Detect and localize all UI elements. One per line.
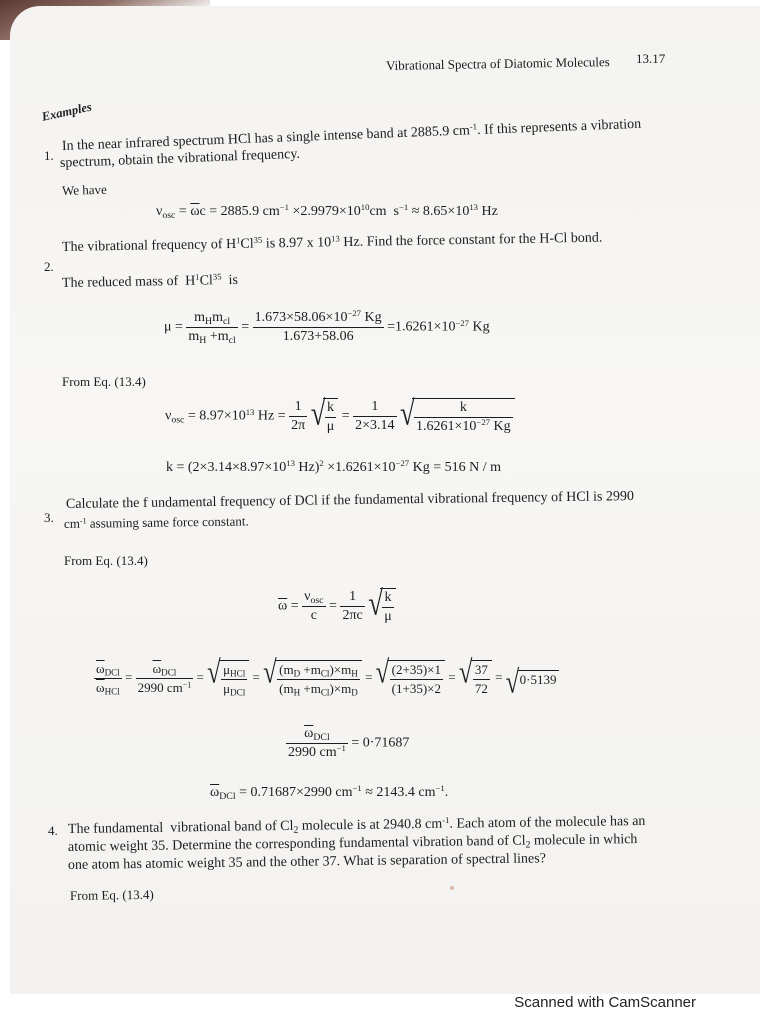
mu-fraction-numeric: $\frac{1.673\times 58.06\times 10^{-27} Kg}{1.673+58.06}$ <box>254 308 382 344</box>
q3-number: 3. <box>44 510 54 525</box>
q3-from-eq: From Eq. (13.4) <box>64 553 148 568</box>
q3-result: $\overline{\omega}_{DCl} = 0.71687\times 2990$ $cm^{-1} \approx 2143.4$ $cm^{-1}$. <box>210 783 449 802</box>
q2-mu-equation: μ = $\frac{m_Hm_{cl}}{m_H +m_{cl}}$ = $\frac{1.673\times 58.06\times 10^{-27} Kg}{1.673+58.06}$ $=1.6261\times 10^{-27}$ Kg <box>164 308 490 346</box>
q2-number: 2. <box>44 259 54 274</box>
q3-ratio-value: $\frac{\overline{\omega}_{DCl}}{2990 cm^{-1}}$ = 0·71687 <box>288 726 410 760</box>
q3-text-line2: $cm^{-1}$ assuming same force constant. <box>63 513 249 531</box>
q2-nu-equation: $\nu_{osc} = 8.97\times 10^{13}$ Hz = $\frac{1}{2\pi}$ √ $\frac{k}{\mu}$ = $\frac{1}{2\times 3.14}$ √ $\frac{k}{1.6261\times 10^{-27} Kg}$ <box>165 398 515 435</box>
q4-from-eq: From Eq. (13.4) <box>69 886 154 903</box>
mu-fraction-symbolic: $\frac{m_Hm_{cl}}{m_H +m_{cl}}$ <box>188 310 236 346</box>
q3-text-line1: Calculate the f undamental frequency of DCl if the fundamental vibrational frequency of HCl is 2990 <box>65 489 635 512</box>
q4-number: 4. <box>48 823 58 838</box>
q4-text-line1: The fundamental vibrational band of $Cl_2$ molecule is at 2940.8 $cm^{-1}$. Each atom of the molecule has an <box>67 813 646 837</box>
q1-equation: $\nu_{osc} = \overline{\omega}c = 2885.9$ $cm^{-1} \times 2.9979\times 10^{10}cm$ $s^{-1} \approx 8.65\times 10^{13}$ Hz <box>156 202 498 221</box>
q2-text: The vibrational frequency of $H^1Cl^{35}$ is 8.97 x $10^{13}$ Hz. Find the force constant for the H-Cl bond. <box>61 230 603 255</box>
camscanner-watermark: Scanned with CamScanner <box>514 994 696 1011</box>
q3-ratio-equation: $\frac{\overline{\omega}_{DCl}}{\overline{\omega}_{HCl}}$ = $\frac{\overline{\omega}_{DCl}}{2990 cm^{-1}}$ = √ $\frac{\mu_{HCl}}{\mu_{DCl}}$ = √ $\frac{(m_D +m_{Cl})\times m_H}{(m_H +m_{Cl})\times m_D}$ = √ $\frac{(2+35)\times 1}{(1+35)\times 2}$ = √ $\frac{37}{72}$ = √ 0·5139 <box>94 660 559 697</box>
q4-text-line3: one atom has atomic weight 35 and the other 37. What is separation of spectral lines? <box>67 851 546 873</box>
q1-text-b: . If this represents a vibration <box>476 116 642 139</box>
q1-text-a: In the near infrared spectrum HCl has a single intense band at 2885.9 cm <box>61 123 471 154</box>
examples-heading: Examples <box>40 99 93 124</box>
q3-omega-equation: $\overline{\omega}$ = $\frac{\nu_{osc}}{c}$ = $\frac{1}{2\pi c}$ √ $\frac{k}{\mu}$ <box>278 588 396 625</box>
q1-number: 1. <box>44 148 54 163</box>
q1-text-sup: -1 <box>469 121 478 132</box>
q2-reduced-mass-label: The reduced mass of $H^1Cl^{35}$ is <box>61 271 239 291</box>
q1-we-have: We have <box>61 181 107 198</box>
page-number: 13.17 <box>636 51 666 66</box>
paper-speck <box>450 886 454 890</box>
q3-ratio-value-text: = 0·71687 <box>351 735 410 751</box>
q2-k-equation: $k = (2\times 3.14\times 8.97\times 10^{13}$ $Hz)^2 \times 1.6261\times 10^{-27}$ Kg = 516 N / m <box>166 458 502 475</box>
running-title: Vibrational Spectra of Diatomic Molecules <box>385 54 610 73</box>
q2-from-eq: From Eq. (13.4) <box>62 374 146 389</box>
q1-text-line2: spectrum, obtain the vibrational frequency. <box>59 146 301 171</box>
q4-text-line2: atomic weight 35. Determine the corresponding fundamental vibration band of $Cl_2$ molecule in which <box>67 832 638 855</box>
